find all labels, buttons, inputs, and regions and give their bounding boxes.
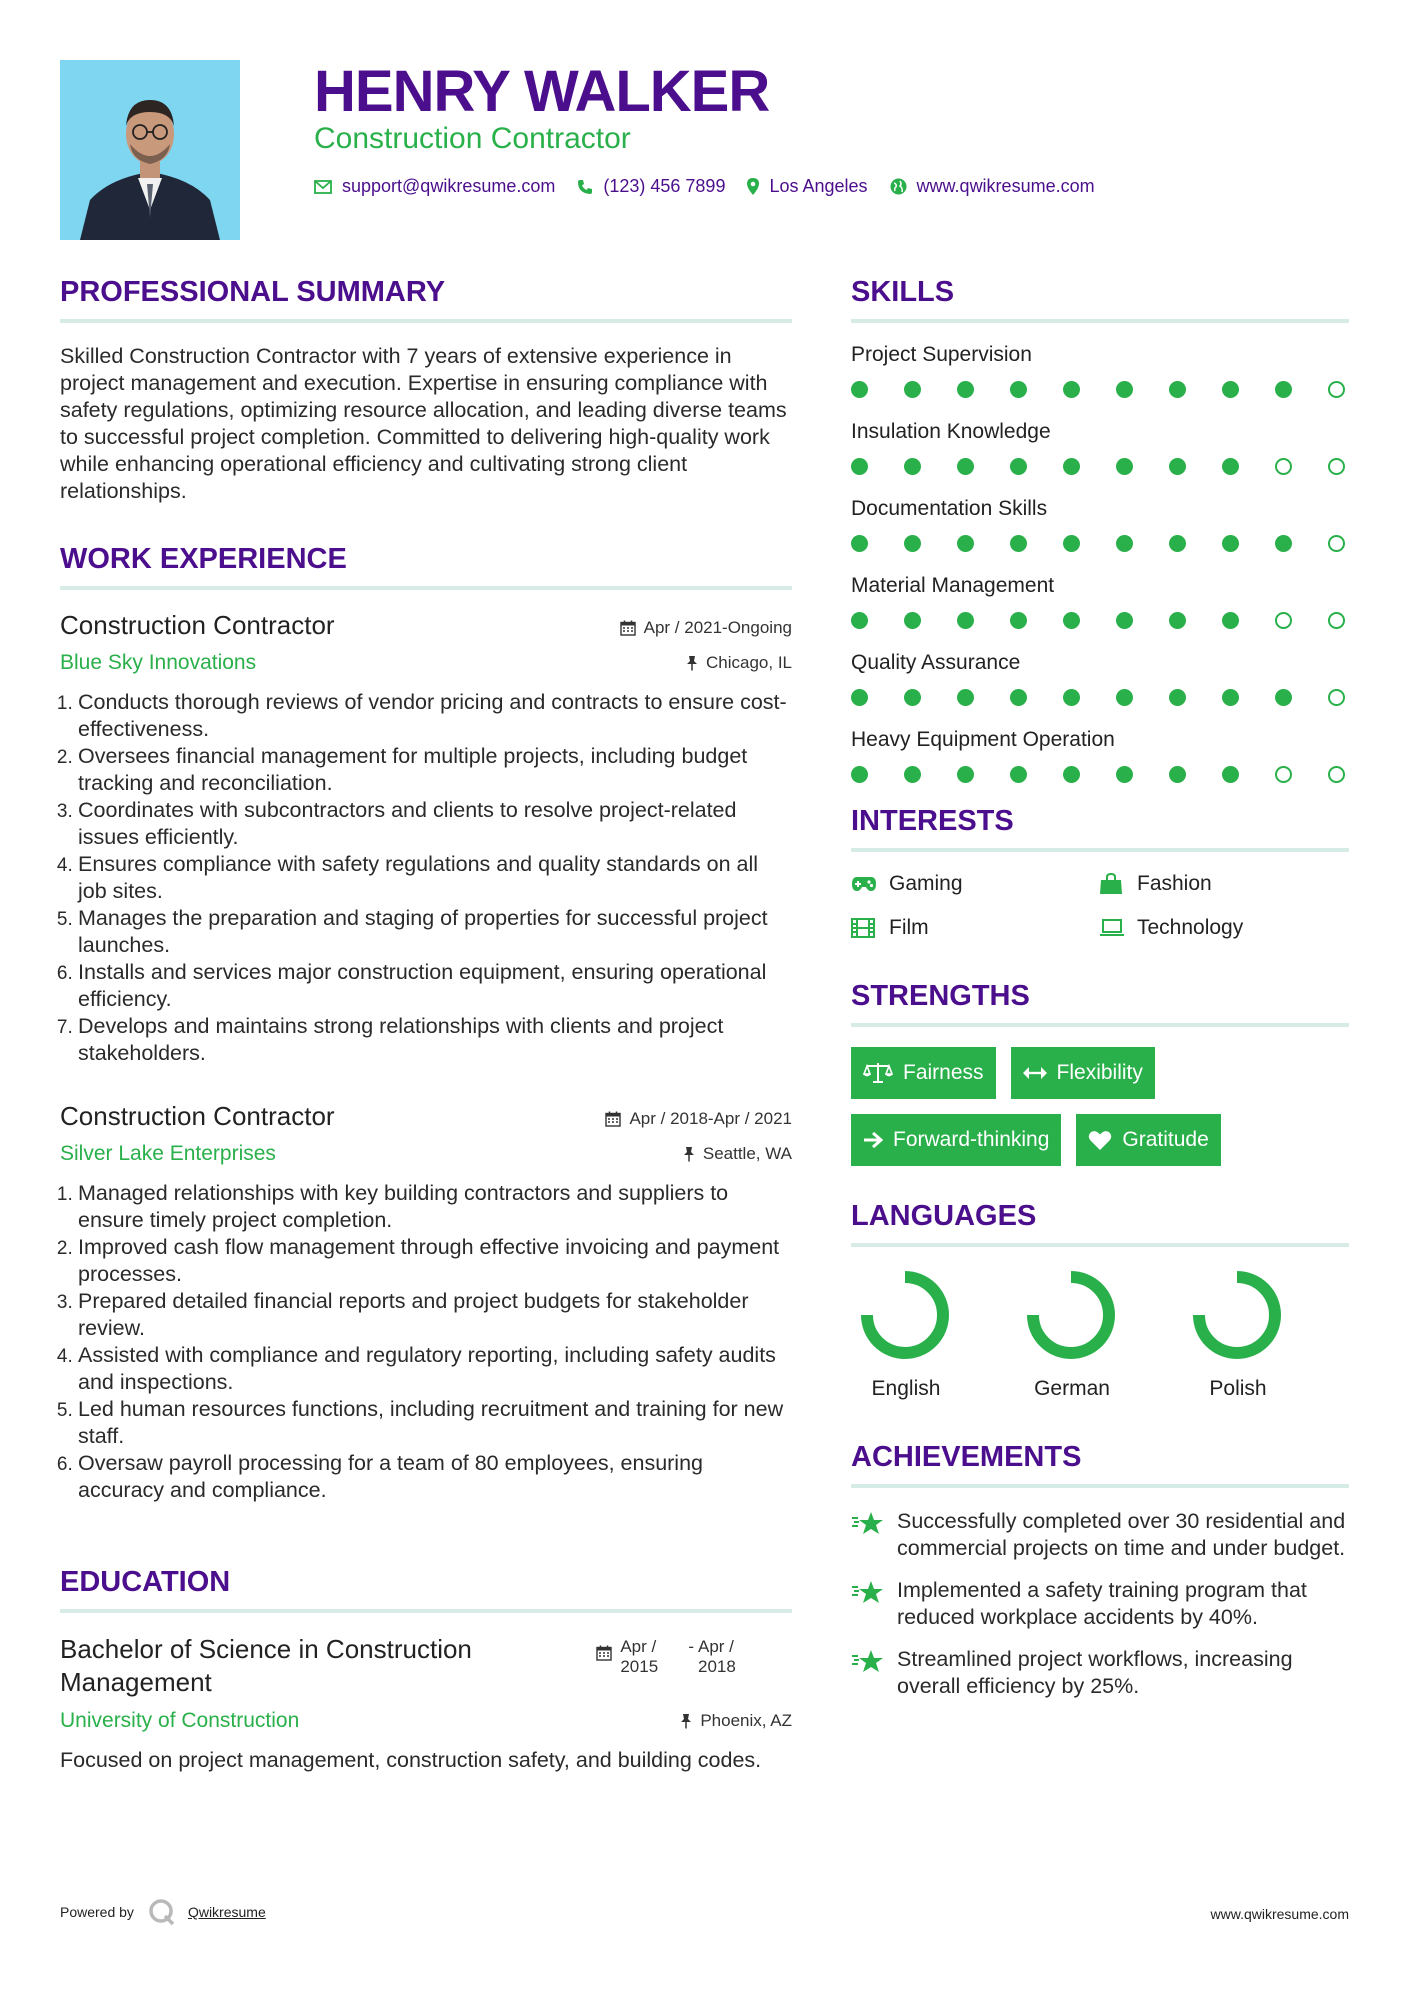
section-divider bbox=[60, 1609, 792, 1613]
interest-item bbox=[1099, 872, 1349, 896]
calendar-icon bbox=[605, 1111, 621, 1127]
rating-dot-filled bbox=[851, 612, 868, 629]
rating-dot-filled bbox=[1116, 535, 1133, 552]
list-item: 3. Prepared detailed financial reports and project budgets for stakeholder review. bbox=[78, 1288, 792, 1342]
laptop-icon bbox=[1099, 919, 1127, 937]
list-item: 4. Ensures compliance with safety regulations and quality standards on all job sites. bbox=[78, 851, 792, 905]
rating-dot-filled bbox=[851, 458, 868, 475]
rating-dot-filled bbox=[957, 535, 974, 552]
languages-list bbox=[851, 1267, 1349, 1401]
strength-label: Flexibility bbox=[1056, 1061, 1143, 1084]
rating-dot-filled bbox=[904, 689, 921, 706]
job-entry bbox=[60, 610, 792, 1067]
film-icon bbox=[851, 918, 879, 938]
skill-name: Project Supervision bbox=[851, 343, 1032, 366]
email-text: support@qwikresume.com bbox=[342, 176, 556, 196]
job-responsibilities bbox=[60, 1180, 792, 1504]
section-divider bbox=[851, 848, 1349, 852]
skill-name: Quality Assurance bbox=[851, 651, 1021, 674]
rating-dot-empty bbox=[1275, 612, 1292, 629]
list-item: 5. Led human resources functions, including recruitment and training for new staff. bbox=[78, 1396, 792, 1450]
candidate-name: HENRY WALKER bbox=[314, 59, 770, 124]
experience-section bbox=[60, 543, 792, 1504]
language-name: German bbox=[1034, 1377, 1110, 1400]
languages-heading: LANGUAGES bbox=[851, 1200, 1037, 1232]
brand-link[interactable]: Qwikresume bbox=[187, 1904, 266, 1920]
rating-dot-empty bbox=[1328, 766, 1345, 783]
rating-dot-empty bbox=[1328, 458, 1345, 475]
powered-by-text: Powered by bbox=[60, 1904, 134, 1920]
rating-dot-filled bbox=[1169, 458, 1186, 475]
language-name: Polish bbox=[1209, 1377, 1267, 1400]
education-description: Focused on project management, construction safety, and building codes. bbox=[60, 1748, 762, 1772]
contact-phone[interactable] bbox=[577, 176, 725, 197]
rating-dot-filled bbox=[1063, 612, 1080, 629]
language-gauge bbox=[1023, 1267, 1119, 1363]
website-text: www.qwikresume.com bbox=[916, 176, 1095, 196]
rating-dot-filled bbox=[1116, 458, 1133, 475]
contact-email[interactable] bbox=[314, 176, 555, 197]
job-location-text: Seattle, WA bbox=[702, 1144, 792, 1163]
rating-dot-filled bbox=[904, 612, 921, 629]
qwikresume-logo-icon bbox=[148, 1898, 176, 1926]
right-column bbox=[851, 276, 1349, 1715]
rating-dot-filled bbox=[1010, 535, 1027, 552]
rating-dot-filled bbox=[1222, 535, 1239, 552]
rating-dot-filled bbox=[904, 766, 921, 783]
rating-dot-filled bbox=[1010, 612, 1027, 629]
rating-dot-filled bbox=[1116, 381, 1133, 398]
rating-dot-filled bbox=[957, 612, 974, 629]
strength-label: Forward-thinking bbox=[893, 1128, 1050, 1151]
language-gauge bbox=[857, 1267, 953, 1363]
job-location bbox=[686, 653, 792, 673]
list-item: 6. Oversaw payroll processing for a team of 80 employees, ensuring accuracy and compliance. bbox=[78, 1450, 792, 1504]
experience-heading: WORK EXPERIENCE bbox=[60, 543, 347, 575]
achievement-item bbox=[851, 1577, 1349, 1631]
rating-dot-filled bbox=[1010, 766, 1027, 783]
rating-dot-filled bbox=[1116, 612, 1133, 629]
interests-grid bbox=[851, 872, 1349, 940]
rating-dot-empty bbox=[1275, 458, 1292, 475]
rating-dot-empty bbox=[1328, 535, 1345, 552]
interest-label: Film bbox=[889, 916, 929, 939]
envelope-icon bbox=[314, 180, 332, 194]
languages-section bbox=[851, 1200, 1349, 1401]
rating-dot-empty bbox=[1328, 381, 1345, 398]
arrow-right-icon bbox=[863, 1131, 883, 1149]
candidate-title: Construction Contractor bbox=[314, 122, 631, 155]
calendar-icon bbox=[620, 620, 636, 636]
interest-item bbox=[1099, 916, 1349, 940]
section-divider bbox=[60, 319, 792, 323]
rating-dot-filled bbox=[1222, 458, 1239, 475]
rating-dot-filled bbox=[904, 535, 921, 552]
rating-dot-filled bbox=[1116, 689, 1133, 706]
profile-photo bbox=[60, 60, 240, 240]
rating-dot-filled bbox=[904, 381, 921, 398]
education-section bbox=[60, 1566, 792, 1774]
interest-label: Technology bbox=[1137, 916, 1244, 939]
language-gauge bbox=[1189, 1267, 1285, 1363]
rating-dot-filled bbox=[1275, 535, 1292, 552]
job-location bbox=[683, 1144, 792, 1164]
gamepad-icon bbox=[851, 876, 879, 892]
language-item bbox=[1183, 1267, 1349, 1401]
school-name: University of Construction bbox=[60, 1709, 300, 1732]
rating-dot-empty bbox=[1328, 612, 1345, 629]
company-name: Silver Lake Enterprises bbox=[60, 1142, 276, 1165]
pushpin-icon bbox=[686, 655, 698, 671]
education-heading: EDUCATION bbox=[60, 1566, 231, 1598]
footer-website[interactable]: www.qwikresume.com bbox=[1210, 1906, 1349, 1922]
degree-title: Bachelor of Science in Construction Management bbox=[60, 1634, 472, 1697]
education-end: Apr / 2018 bbox=[698, 1637, 736, 1676]
achievements-heading: ACHIEVEMENTS bbox=[851, 1441, 1082, 1473]
education-start: Apr / 2015 bbox=[620, 1637, 659, 1676]
language-level-arc bbox=[1199, 1277, 1275, 1353]
interest-label: Gaming bbox=[889, 872, 963, 895]
list-item: 2. Improved cash flow management through effective invoicing and payment processes. bbox=[78, 1234, 792, 1288]
section-divider bbox=[60, 586, 792, 590]
skill-rating bbox=[851, 458, 1345, 475]
skill-name: Insulation Knowledge bbox=[851, 420, 1051, 443]
star-icon bbox=[851, 1579, 885, 1605]
rating-dot-filled bbox=[1063, 766, 1080, 783]
rating-dot-filled bbox=[1063, 458, 1080, 475]
star-icon bbox=[851, 1510, 885, 1536]
rating-dot-filled bbox=[1169, 381, 1186, 398]
strength-tag bbox=[1076, 1114, 1220, 1166]
list-item: 1. Conducts thorough reviews of vendor pricing and contracts to ensure cost-effectiveness. bbox=[78, 689, 792, 743]
language-item bbox=[1017, 1267, 1183, 1401]
school-location-text: Phoenix, AZ bbox=[700, 1711, 792, 1730]
rating-dot-filled bbox=[1063, 689, 1080, 706]
rating-dot-filled bbox=[1275, 381, 1292, 398]
rating-dot-empty bbox=[1328, 689, 1345, 706]
rating-dot-filled bbox=[1222, 689, 1239, 706]
rating-dot-filled bbox=[1222, 612, 1239, 629]
rating-dot-filled bbox=[957, 458, 974, 475]
list-item: 2. Oversees financial management for multiple projects, including budget tracking and reconciliation. bbox=[78, 743, 792, 797]
achievement-text: Successfully completed over 30 residential and commercial projects on time and under budget. bbox=[897, 1509, 1346, 1560]
job-dates bbox=[605, 1109, 792, 1129]
company-name: Blue Sky Innovations bbox=[60, 651, 257, 674]
job-dates-text: Apr / 2018-Apr / 2021 bbox=[629, 1109, 792, 1128]
job-location-text: Chicago, IL bbox=[706, 653, 792, 672]
contact-bar bbox=[314, 176, 1117, 197]
scale-icon bbox=[863, 1062, 893, 1084]
rating-dot-filled bbox=[1063, 535, 1080, 552]
rating-dot-filled bbox=[1275, 689, 1292, 706]
skills-list bbox=[851, 343, 1349, 783]
achievement-item bbox=[851, 1508, 1349, 1562]
education-dates bbox=[596, 1637, 762, 1677]
calendar-icon bbox=[596, 1645, 612, 1661]
list-item: 4. Assisted with compliance and regulatory reporting, including safety audits and inspections. bbox=[78, 1342, 792, 1396]
job-dates bbox=[620, 618, 792, 638]
rating-dot-filled bbox=[1169, 612, 1186, 629]
rating-dot-filled bbox=[1169, 689, 1186, 706]
strength-tag bbox=[1011, 1047, 1155, 1099]
rating-dot-filled bbox=[851, 381, 868, 398]
job-title: Construction Contractor bbox=[60, 610, 335, 640]
list-item: 1. Managed relationships with key building contractors and suppliers to ensure timely project completion. bbox=[78, 1180, 792, 1234]
strengths-heading: STRENGTHS bbox=[851, 980, 1030, 1012]
strength-label: Fairness bbox=[903, 1061, 984, 1084]
summary-heading: PROFESSIONAL SUMMARY bbox=[60, 276, 446, 308]
location-text: Los Angeles bbox=[769, 176, 868, 196]
rating-dot-filled bbox=[1169, 535, 1186, 552]
rating-dot-filled bbox=[904, 458, 921, 475]
skill-rating bbox=[851, 612, 1345, 629]
phone-icon bbox=[577, 179, 593, 195]
skill-rating bbox=[851, 766, 1345, 783]
interests-section bbox=[851, 805, 1349, 940]
contact-location bbox=[747, 176, 867, 197]
achievements-section bbox=[851, 1441, 1349, 1700]
rating-dot-filled bbox=[851, 535, 868, 552]
skill-rating bbox=[851, 535, 1345, 552]
interest-label: Fashion bbox=[1137, 872, 1212, 895]
skill-name: Documentation Skills bbox=[851, 497, 1048, 520]
interest-item bbox=[851, 916, 1099, 940]
star-icon bbox=[851, 1648, 885, 1674]
section-divider bbox=[851, 1023, 1349, 1027]
achievement-item bbox=[851, 1646, 1349, 1700]
job-title: Construction Contractor bbox=[60, 1101, 335, 1131]
rating-dot-filled bbox=[1010, 381, 1027, 398]
language-name: English bbox=[871, 1377, 941, 1400]
section-divider bbox=[851, 319, 1349, 323]
achievement-text: Streamlined project workflows, increasing overall efficiency by 25%. bbox=[897, 1647, 1293, 1698]
left-column bbox=[60, 276, 792, 1774]
language-level-arc bbox=[1033, 1277, 1109, 1353]
rating-dot-filled bbox=[1063, 381, 1080, 398]
school-location bbox=[680, 1711, 792, 1731]
arrows-horizontal-icon bbox=[1023, 1066, 1047, 1080]
rating-dot-filled bbox=[1169, 766, 1186, 783]
rating-dot-filled bbox=[957, 766, 974, 783]
list-item: 5. Manages the preparation and staging of properties for successful project launches. bbox=[78, 905, 792, 959]
phone-text: (123) 456 7899 bbox=[603, 176, 726, 196]
rating-dot-filled bbox=[957, 689, 974, 706]
rating-dot-filled bbox=[1010, 689, 1027, 706]
pushpin-icon bbox=[683, 1146, 695, 1162]
list-item: 3. Coordinates with subcontractors and clients to resolve project-related issues efficiently. bbox=[78, 797, 792, 851]
rating-dot-filled bbox=[957, 381, 974, 398]
pushpin-icon bbox=[680, 1713, 692, 1729]
contact-website[interactable] bbox=[890, 176, 1095, 197]
strengths-tags bbox=[851, 1047, 1349, 1166]
date-separator: - bbox=[688, 1637, 694, 1656]
job-dates-text: Apr / 2021-Ongoing bbox=[643, 618, 792, 637]
job-responsibilities bbox=[60, 689, 792, 1067]
skills-heading: SKILLS bbox=[851, 276, 955, 308]
strength-tag bbox=[851, 1114, 1061, 1166]
section-divider bbox=[851, 1243, 1349, 1247]
globe-icon bbox=[890, 178, 907, 195]
footer-powered-by bbox=[60, 1898, 266, 1926]
strengths-section bbox=[851, 980, 1349, 1166]
language-item bbox=[851, 1267, 1017, 1401]
rating-dot-filled bbox=[851, 689, 868, 706]
rating-dot-filled bbox=[1116, 766, 1133, 783]
list-item: 6. Installs and services major construction equipment, ensuring operational efficiency. bbox=[78, 959, 792, 1013]
map-pin-icon bbox=[747, 178, 759, 195]
summary-section bbox=[60, 276, 792, 505]
skill-name: Heavy Equipment Operation bbox=[851, 728, 1115, 751]
section-divider bbox=[851, 1484, 1349, 1488]
achievement-text: Implemented a safety training program that reduced workplace accidents by 40%. bbox=[897, 1578, 1307, 1629]
heart-icon bbox=[1088, 1130, 1112, 1151]
job-entry bbox=[60, 1101, 792, 1504]
list-item: 7. Develops and maintains strong relationships with clients and project stakeholders. bbox=[78, 1013, 792, 1067]
interest-item bbox=[851, 872, 1099, 896]
rating-dot-filled bbox=[851, 766, 868, 783]
skill-name: Material Management bbox=[851, 574, 1055, 597]
rating-dot-filled bbox=[1222, 766, 1239, 783]
rating-dot-filled bbox=[1010, 458, 1027, 475]
skill-rating bbox=[851, 381, 1345, 398]
strength-label: Gratitude bbox=[1122, 1128, 1209, 1151]
summary-text: Skilled Construction Contractor with 7 years of extensive experience in project management and execution. Expertise in ensuring compliance with safety regulations, optimizing resource allocation, and leading diverse teams to successful project completion. Committed to delivering high-quality work while enhancing operational efficiency and cultivating strong client relationships. bbox=[60, 344, 787, 503]
bag-icon bbox=[1099, 873, 1127, 895]
skills-section bbox=[851, 276, 1349, 783]
language-level-arc bbox=[867, 1277, 943, 1353]
rating-dot-empty bbox=[1275, 766, 1292, 783]
skill-rating bbox=[851, 689, 1345, 706]
rating-dot-filled bbox=[1222, 381, 1239, 398]
interests-heading: INTERESTS bbox=[851, 805, 1014, 837]
strength-tag bbox=[851, 1047, 996, 1099]
